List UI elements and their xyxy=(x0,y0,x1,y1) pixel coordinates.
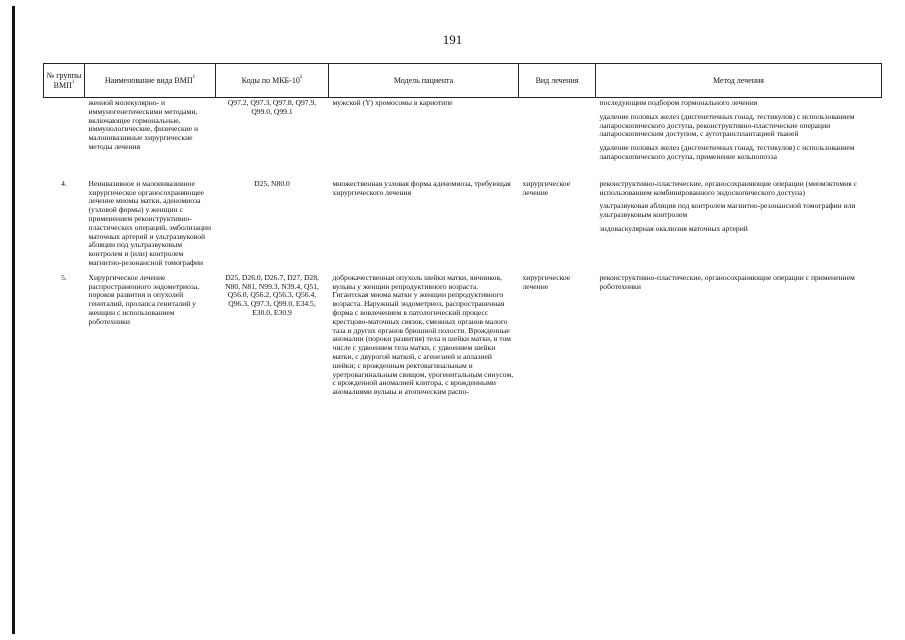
row-icd-codes: D25, D26.0, D26.7, D27, D28, N80, N81, N99.3, N39.4, Q51, Q56.0, Q56.2, Q56.3, Q56.4, Q96.3, Q97.3, Q99.0, E34.5, E30.0, E30.9 xyxy=(225,272,319,317)
header-icd-codes: Коды по МКБ-$10^2$ xyxy=(216,64,329,98)
table-row xyxy=(44,162,882,268)
row-treatment-type: хирургическое лечение xyxy=(522,178,571,197)
row-patient-model: множественная узловая форма аденомиоза, требующая хирургического лечения xyxy=(332,178,511,197)
row-number xyxy=(44,98,85,162)
row-patient-model: доброкачественная опухоль шейки матки, яичников, вульвы у женщин репродуктивного возраста. Гигантская миома матки у женщин репродуктивного возраста. Наружный эндометриоз, распространенная форма с вовлечением в патологический процесс крестцово-маточных связок, смежных органов малого таза и других органов брюшной полости. Врожденные аномалии (пороки развития) тела и шейки матки, в том числе с удвоением тела матки, с удвоением шейки матки, с двурогой маткой, с агенезией и аплазией шейки; с врожденным ректовагинальным и уретровагинальным свищом, урогенитальным синусом, с врожденной аномалией клитора, с врожденными аномалиями вульвы и атопическим распо- xyxy=(332,272,514,397)
row-treatment-methods xyxy=(596,268,882,397)
row-treatment-methods xyxy=(596,162,882,268)
treatment-method-item: удаление половых желез (дисгенетичных гонад, тестикулов) с использованием лапароскопического доступа, применение кольпопоэза xyxy=(599,143,855,161)
treatment-method-item: удаление половых желез (дисгенетичных гонад, тестикулов) с использованием лапароскопического доступа, реконструктивно-пластические операции лапароскопическим доступом, с аутотрансплантацией тканей xyxy=(599,111,855,139)
row-treatment-methods xyxy=(596,98,882,162)
page-number: 191 xyxy=(442,32,463,47)
row-treatment-type xyxy=(519,98,596,162)
row-patient-model: мужской (Y) хромосомы в кариотипе xyxy=(332,98,453,107)
row-icd-codes: Q97.2, Q97.3, Q97.8, Q97.9, Q99.0, Q99.1 xyxy=(227,98,317,116)
treatment-method-item: реконструктивно-пластические, органосохраняющие операции (миомэктомия с использованием комбинированного эндоскопического доступа) xyxy=(599,178,857,197)
header-group-number: № группы ВМП$^1$ xyxy=(44,64,85,98)
header-vmp-name: Наименование вида ВМП$^1$ xyxy=(85,64,216,98)
row-treatment-type: хирургическое лечение xyxy=(522,272,571,291)
row-icd-codes: D25, N80.0 xyxy=(254,178,290,188)
table-row xyxy=(44,268,882,397)
header-treatment-method: Метод лечения xyxy=(596,64,882,98)
table-header-row xyxy=(44,64,882,98)
table-row xyxy=(44,98,882,162)
header-treatment-type: Вид лечения xyxy=(519,64,596,98)
row-number: 5. xyxy=(61,272,67,282)
treatment-method-item: реконструктивно-пластические, органосохраняющие операции с применением роботехники xyxy=(599,272,855,291)
row-vmp-name: Неинвазивное и малоинвазивное хирургическое органосохраняющее лечение миомы матки, аденомиоза (узловой формы) у женщин с применением реконструктивно-пластических операций, эмболизации маточных артерий и ультразвуковой абляции под ультразвуковым контролем и (или) контролем магнитно-резонансной томографии xyxy=(88,178,212,267)
vmp-table xyxy=(43,63,882,397)
header-patient-model: Модель пациента xyxy=(329,64,519,98)
row-vmp-name: женной молекулярно- и иммуногенетическими методами, включающее гормональные, иммунологические, физические и малоинвазивные хирургические методы лечения xyxy=(88,98,199,151)
row-vmp-name: Хирургическое лечение распространенного эндометриоза, пороков развития и опухолей гениталий, пролапса гениталий у женщин с использованием роботехники xyxy=(88,272,200,326)
row-number: 4. xyxy=(61,178,67,188)
treatment-method-item: ультразвуковая абляция под контролем магнитно-резонансной томографии или ультразвуковым контролем xyxy=(599,201,856,220)
page-binding-edge xyxy=(12,6,15,634)
treatment-method-item: эндоваскулярная окклюзия маточных артерий xyxy=(599,223,748,233)
treatment-method-item: последующим подбором гормонального лечения xyxy=(599,98,758,107)
